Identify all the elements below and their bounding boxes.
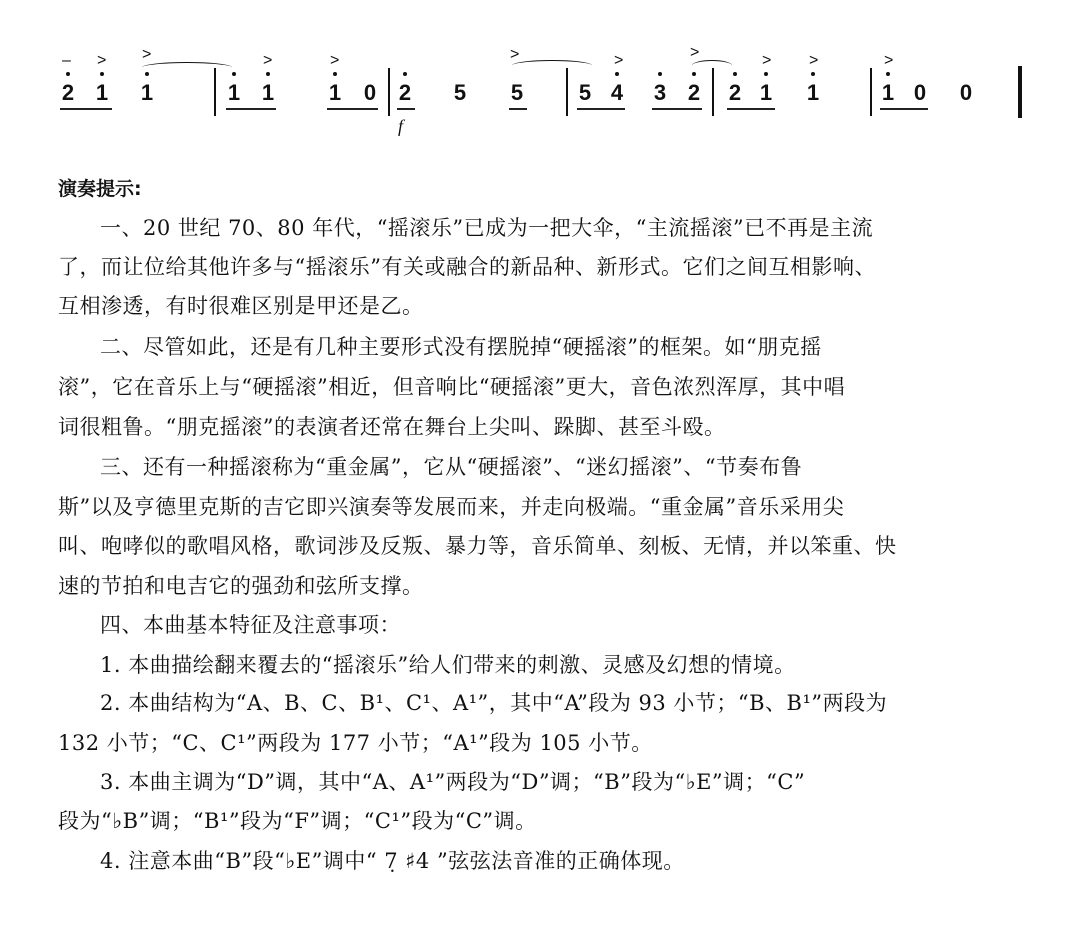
note: 1 (328, 80, 342, 105)
note: 5 (510, 80, 524, 105)
underline-beam (509, 108, 527, 110)
underline-beam (397, 108, 415, 110)
note: 1 (140, 80, 154, 105)
slur (512, 60, 592, 71)
underline-beam (327, 108, 378, 110)
underline-beam (880, 108, 928, 110)
paragraph-line: 四、本曲基本特征及注意事项： (100, 613, 401, 637)
paragraph-line: 滚”，它在音乐上与“硬摇滚”相近，但音响比“硬摇滚”更大，音色浓烈浑厚，其中唱 (58, 375, 846, 399)
octave-dot (100, 72, 104, 76)
bar-line (214, 68, 216, 116)
paragraph-line: 了，而让位给其他许多与“摇滚乐”有关或融合的新品种、新形式。它们之间互相影响、 (58, 255, 876, 279)
note: 3 (653, 80, 667, 105)
paragraph-line: 速的节拍和电吉它的强劲和弦所支撑。 (58, 574, 424, 598)
note: 2 (687, 80, 701, 105)
rest: 0 (913, 80, 927, 105)
underline-beam (577, 108, 625, 110)
note: 1 (227, 80, 241, 105)
bar-line (712, 68, 714, 116)
octave-dot (232, 72, 236, 76)
rest: 0 (363, 80, 377, 105)
accent-mark: > (330, 52, 340, 69)
bar-line (566, 68, 568, 116)
underline-beam (727, 108, 775, 110)
octave-dot (886, 72, 890, 76)
underline-beam (226, 108, 276, 110)
tenuto-mark: – (62, 52, 71, 69)
octave-dot (615, 72, 619, 76)
accent-mark: > (263, 52, 273, 69)
accent-mark: > (614, 52, 624, 69)
octave-dot (403, 72, 407, 76)
paragraph-line: 3. 本曲主调为“D”调，其中“A、A¹”两段为“D”调；“B”段为“♭E”调；“C” (100, 770, 806, 794)
note: 5 (578, 80, 592, 105)
numbered-musical-notation (0, 0, 1072, 150)
note: 2 (728, 80, 742, 105)
note: 4 (610, 80, 624, 105)
note: 1 (759, 80, 773, 105)
octave-dot (692, 72, 696, 76)
paragraph-line: 2. 本曲结构为“A、B、C、B¹、C¹、A¹”，其中“A”段为 93 小节；“B、B¹”两段为 (100, 691, 888, 715)
note: 1 (261, 80, 275, 105)
paragraph-line: 叫、咆哮似的歌唱风格，歌词涉及反叛、暴力等，音乐简单、刻板、无情，并以笨重、快 (58, 534, 897, 558)
accent-mark: > (510, 46, 520, 63)
accent-mark: > (884, 52, 894, 69)
paragraph-line: 二、尽管如此，还是有几种主要形式没有摆脱掉“硬摇滚”的框架。如“朋克摇 (100, 335, 822, 359)
accent-mark: > (762, 52, 772, 69)
paragraph-line: 一、20 世纪 70、80 年代，“摇滚乐”已成为一把大伞，“主流摇滚”已不再是主流 (100, 216, 874, 240)
octave-dot (764, 72, 768, 76)
octave-dot (658, 72, 662, 76)
bar-line (870, 68, 872, 116)
bar-line (388, 68, 390, 116)
paragraph-line: 132 小节；“C、C¹”两段为 177 小节；“A¹”段为 105 小节。 (58, 731, 653, 755)
note: 1 (881, 80, 895, 105)
dynamic-marking: f (398, 116, 404, 136)
paragraph-line: 4. 注意本曲“B”段“♭E”调中“ 7̣ ♯4 ”弦弦法音准的正确体现。 (100, 849, 685, 873)
note: 5 (453, 80, 467, 105)
paragraph-line: 词很粗鲁。“朋克摇滚”的表演者还常在舞台上尖叫、跺脚、甚至斗殴。 (58, 415, 726, 439)
octave-dot (811, 72, 815, 76)
final-bar-line (1018, 66, 1022, 118)
octave-dot (733, 72, 737, 76)
accent-mark: > (97, 52, 107, 69)
underline-beam (652, 108, 702, 110)
accent-mark: > (142, 46, 152, 63)
octave-dot (266, 72, 270, 76)
note: 2 (61, 80, 75, 105)
octave-dot (145, 72, 149, 76)
paragraph-line: 斯”以及亨德里克斯的吉它即兴演奏等发展而来，并走向极端。“重金属”音乐采用尖 (58, 495, 845, 519)
note: 1 (806, 80, 820, 105)
slur (142, 62, 232, 73)
octave-dot (333, 72, 337, 76)
octave-dot (66, 72, 70, 76)
note: 2 (398, 80, 412, 105)
paragraph-line: 三、还有一种摇滚称为“重金属”，它从“硬摇滚”、“迷幻摇滚”、“节奏布鲁 (100, 455, 803, 479)
accent-mark: > (809, 52, 819, 69)
paragraph-line: 1. 本曲描绘翻来覆去的“摇滚乐”给人们带来的刺激、灵感及幻想的情境。 (100, 653, 796, 677)
section-heading: 演奏提示: (58, 178, 142, 200)
underline-beam (60, 108, 112, 110)
paragraph-line: 互相渗透，有时很难区别是甲还是乙。 (58, 294, 424, 318)
accent-mark: > (690, 44, 700, 61)
rest: 0 (959, 80, 973, 105)
note: 1 (95, 80, 109, 105)
paragraph-line: 段为“♭B”调；“B¹”段为“F”调；“C¹”段为“C”调。 (58, 809, 537, 833)
